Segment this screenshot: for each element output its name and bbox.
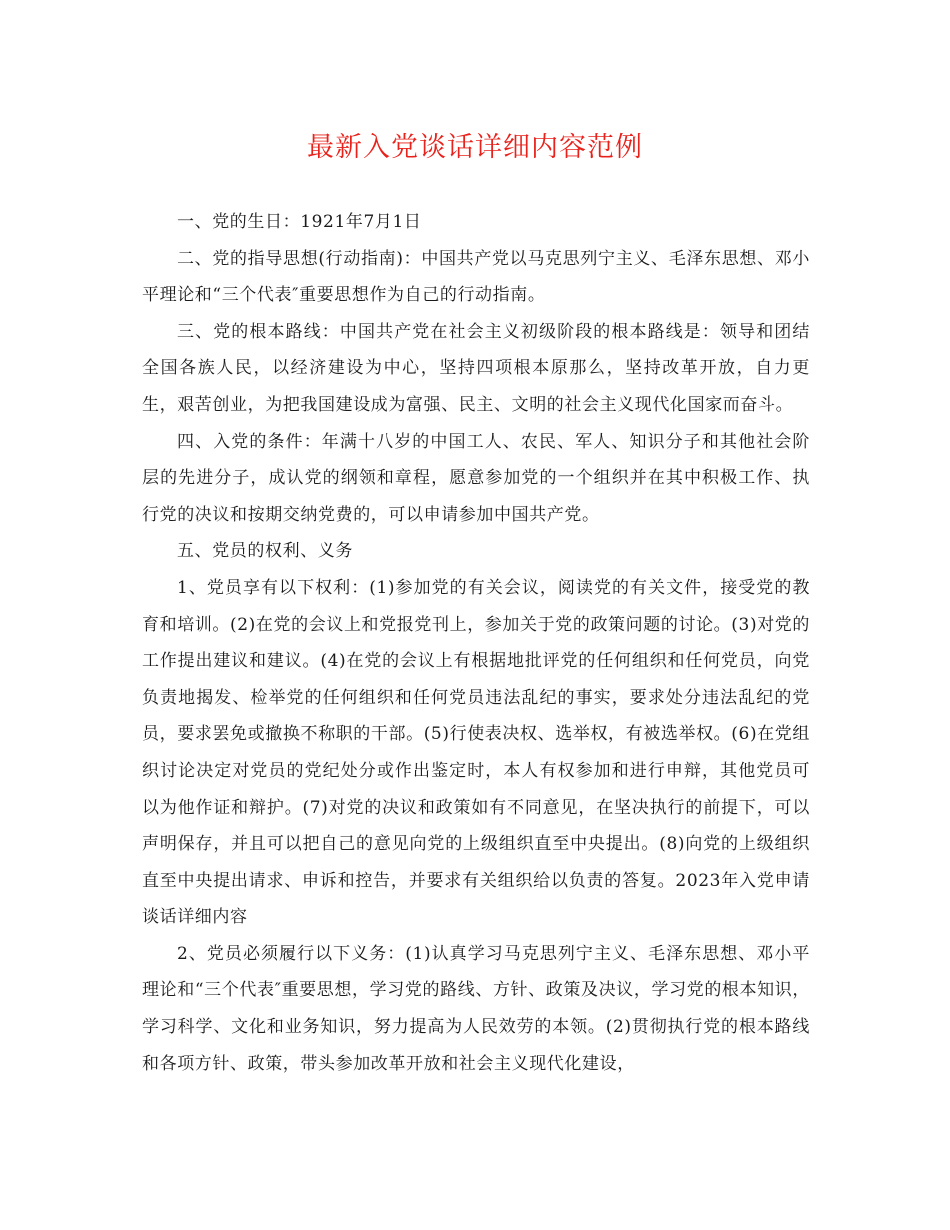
paragraph-basic-line: 三、党的根本路线：中国共产党在社会主义初级阶段的根本路线是：领导和团结全国各族人民，以经济建设为中心，坚持四项根本原那么，坚持改革开放，自力更生，艰苦创业，为把我国建设成为富强、民主、文明的社会主义现代化国家而奋斗。 (142, 321, 810, 415)
paragraph-member-duties: 2、党员必须履行以下义务：(1)认真学习马克思列宁主义、毛泽东思想、邓小平理论和“三个代表″重要思想，学习党的路线、方针、政策及决议，学习党的根本知识，学习科学、文化和业务知识，努力提高为人民效劳的本领。(2)贯彻执行党的根本路线和各项方针、政策，带头参加改革开放和社会主义现代化建设， (142, 943, 810, 1074)
paragraph-guiding-ideology: 二、党的指导思想(行动指南)：中国共产党以马克思列宁主义、毛泽东思想、邓小平理论和“三个代表″重要思想作为自己的行动指南。 (142, 248, 810, 306)
document-body (142, 204, 810, 1082)
paragraph-membership-conditions: 四、入党的条件：年满十八岁的中国工人、农民、军人、知识分子和其他社会阶层的先进分子，成认党的纲领和章程，愿意参加党的一个组织并在其中积极工作、执行党的决议和按期交纳党费的，可以申请参加中国共产党。 (142, 431, 810, 525)
document-title: 最新入党谈话详细内容范例 (307, 132, 643, 163)
paragraph-member-rights: 1、党员享有以下权利：(1)参加党的有关会议，阅读党的有关文件，接受党的教育和培训。(2)在党的会议上和党报党刊上，参加关于党的政策问题的讨论。(3)对党的工作提出建议和建议。(4)在党的会议上有根据地批评党的任何组织和任何党员，向党负责地揭发、检举党的任何组织和任何党员违法乱纪的事实，要求处分违法乱纪的党员，要求罢免或撤换不称职的干部。(5)行使表决权、选举权，有被选举权。(6)在党组织讨论决定对党员的党纪处分或作出鉴定时，本人有权参加和进行申辩，其他党员可以为他作证和辩护。(7)对党的决议和政策如有不同意见，在坚决执行的前提下，可以声明保存，并且可以把自己的意见向党的上级组织直至中央提出。(8)向党的上级组织直至中央提出请求、申诉和控告，并要求有关组织给以负责的答复。2023年入党申请谈话详细内容 (142, 577, 810, 928)
paragraph-party-birthday: 一、党的生日：1921年7月1日 (177, 212, 422, 232)
paragraph-rights-duties-heading: 五、党员的权利、义务 (177, 541, 353, 562)
